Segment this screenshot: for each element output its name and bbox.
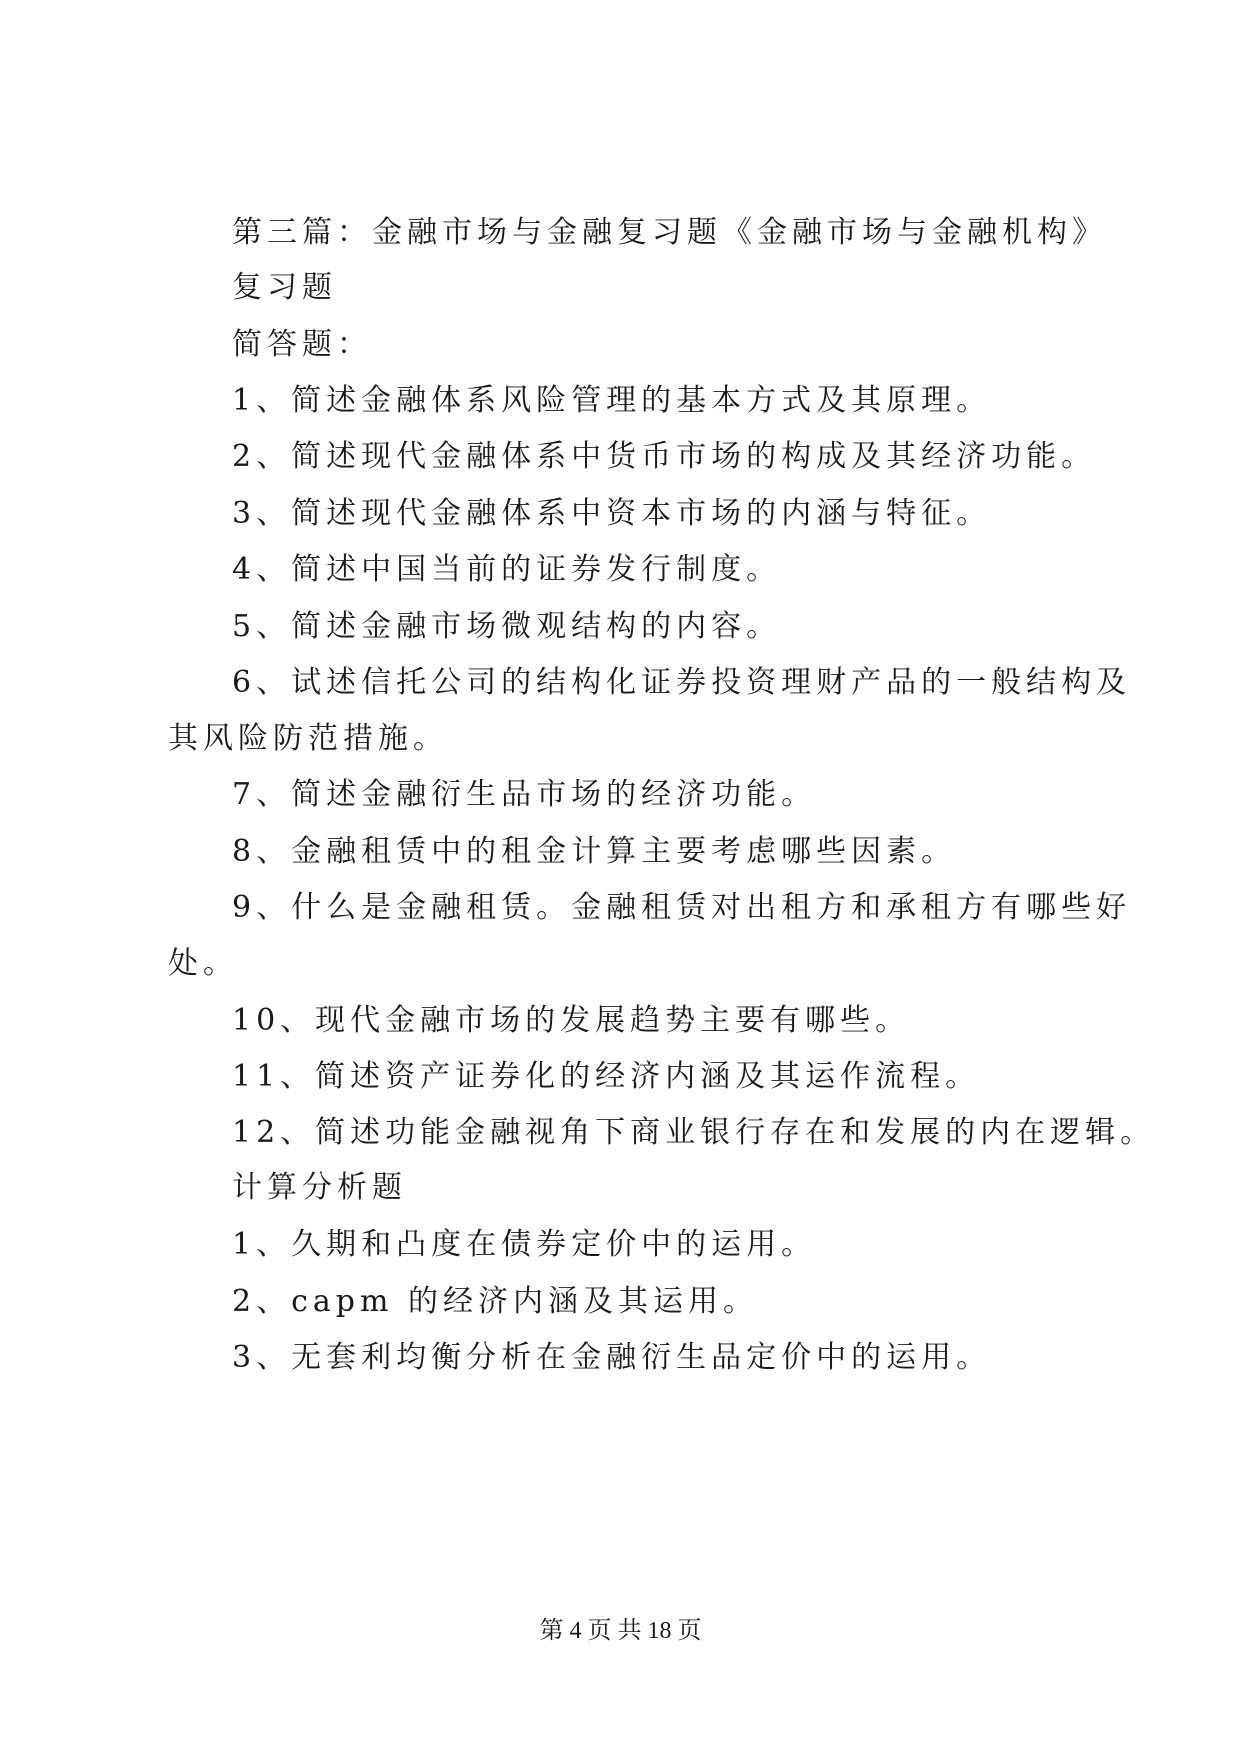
question-9: 9、什么是金融租赁。金融租赁对出租方和承租方有哪些好 — [232, 890, 1132, 925]
question-7: 7、简述金融衍生品市场的经济功能。 — [232, 777, 817, 812]
calc-question-3: 3、无套利均衡分析在金融衍生品定价中的运用。 — [232, 1340, 992, 1375]
question-1: 1、简述金融体系风险管理的基本方式及其原理。 — [232, 383, 992, 418]
heading-short-answer: 简答题： — [232, 327, 372, 362]
subtitle: 复习题 — [232, 270, 337, 305]
section-title: 第三篇：金融市场与金融复习题《金融市场与金融机构》 — [232, 215, 1107, 250]
calc-question-2: 2、capm 的经济内涵及其运用。 — [232, 1284, 758, 1319]
question-9-continued: 处。 — [168, 946, 238, 981]
heading-calculation: 计算分析题 — [232, 1170, 407, 1205]
question-5: 5、简述金融市场微观结构的内容。 — [232, 609, 782, 644]
question-11: 11、简述资产证券化的经济内涵及其运作流程。 — [232, 1059, 981, 1094]
question-2: 2、简述现代金融体系中货币市场的构成及其经济功能。 — [232, 439, 1097, 474]
calc-question-1: 1、久期和凸度在债券定价中的运用。 — [232, 1227, 817, 1262]
question-10: 10、现代金融市场的发展趋势主要有哪些。 — [232, 1003, 911, 1038]
question-4: 4、简述中国当前的证券发行制度。 — [232, 552, 782, 587]
question-6: 6、试述信托公司的结构化证券投资理财产品的一般结构及 — [232, 665, 1132, 700]
question-12: 12、简述功能金融视角下商业银行存在和发展的内在逻辑。 — [232, 1115, 1156, 1150]
question-6-continued: 其风险防范措施。 — [168, 721, 448, 756]
question-8: 8、金融租赁中的租金计算主要考虑哪些因素。 — [232, 834, 957, 869]
question-3: 3、简述现代金融体系中资本市场的内涵与特征。 — [232, 496, 992, 531]
page-footer: 第 4 页 共 18 页 — [539, 1618, 702, 1644]
